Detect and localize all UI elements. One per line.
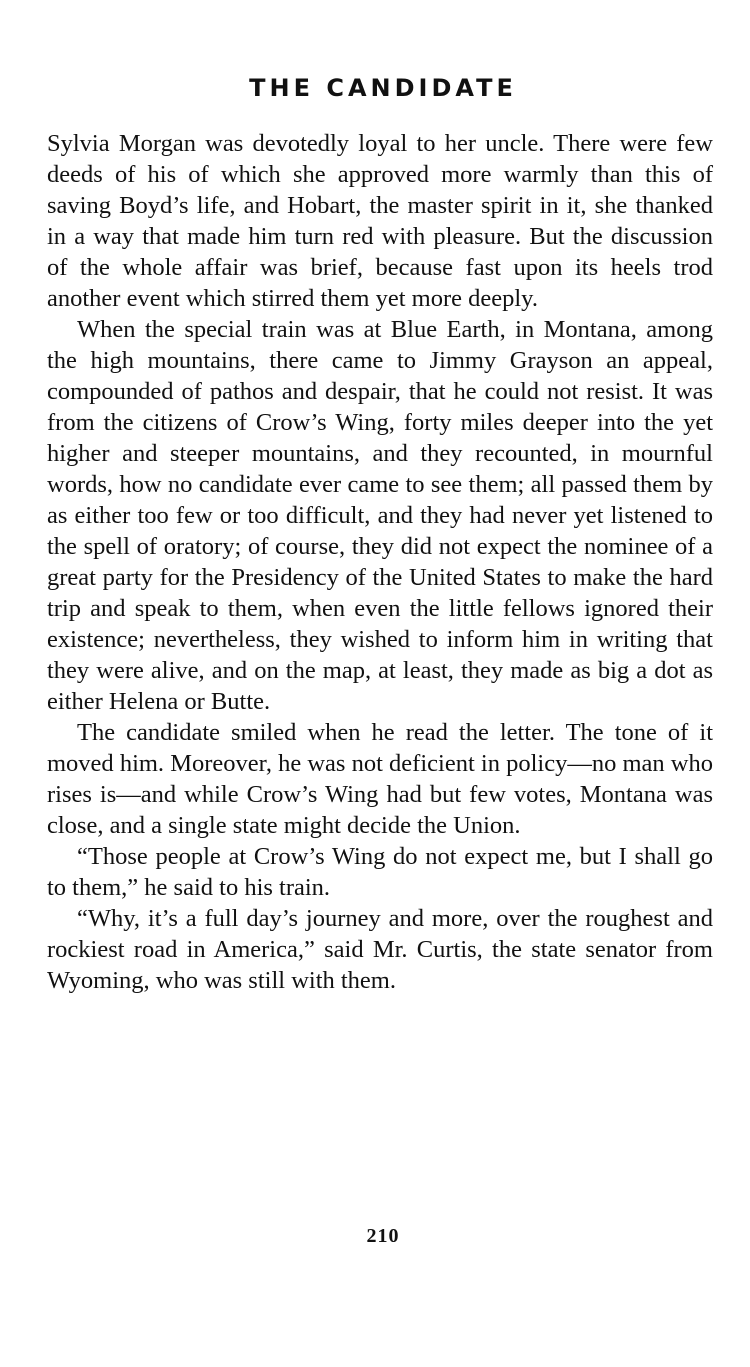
paragraph-3: The candidate smiled when he read the letter. The tone of it moved him. Moreover, he was not deficient in policy—no man who rises is—and while Crow’s Wing had but few votes, Montana was close, and a single state might decide the Union. [47,719,713,839]
paragraph-2: When the special train was at Blue Earth, in Montana, among the high mountains, there came to Jimmy Grayson an appeal, compounded of pathos and despair, that he could not resist. It was from the citizens of Crow’s Wing, forty miles deeper into the yet higher and steeper mountains, and they recounted, in mournful words, how no candidate ever came to see them; all passed them by as either too few or too difficult, and they had never yet listened to the spell of oratory; of course, they did not expect the nominee of a great party for the Presidency of the United States to make the hard trip and speak to them, when even the little fellows ignored their existence; nevertheless, they wished to inform him in writing that they were alive, and on the map, at least, they made as big a dot as either Helena or Butte. [47,316,713,715]
running-title: THE CANDIDATE [249,74,517,102]
paragraph-5: “Why, it’s a full day’s journey and more, over the roughest and rockiest road in America,” said Mr. Curtis, the state senator from Wyoming, who was still with them. [47,905,713,994]
body-text [47,128,713,996]
page-number: 210 [366,1225,400,1247]
paragraph-4: “Those people at Crow’s Wing do not expect me, but I shall go to them,” he said to his train. [47,843,713,901]
paragraph-1: Sylvia Morgan was devotedly loyal to her uncle. There were few deeds of his of which she approved more warmly than this of saving Boyd’s life, and Hobart, the master spirit in it, she thanked in a way that made him turn red with pleasure. But the discussion of the whole affair was brief, because fast upon its heels trod another event which stirred them yet more deeply. [47,130,713,312]
